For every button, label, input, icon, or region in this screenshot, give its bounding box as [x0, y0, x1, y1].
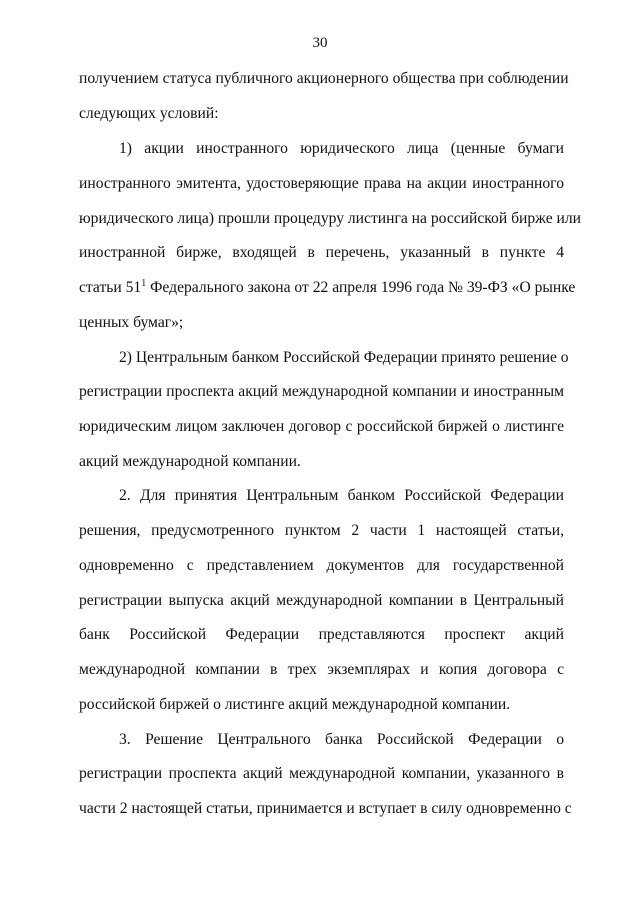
text-line: регистрации проспекта акций международной компании, указанного в: [79, 765, 564, 782]
text-line: юридического лица) прошли процедуру листинга на российской бирже или: [79, 210, 582, 227]
text-fragment: статьи 51: [79, 279, 142, 296]
text-line: банк Российской Федерации представляются проспект акций: [79, 626, 564, 643]
text-fragment: Федерального закона от 22 апреля 1996 года № 39-ФЗ «О рынке: [146, 279, 576, 296]
text-line: акций международной компании.: [79, 453, 301, 470]
text-line: получением статуса публичного акционерного общества при соблюдении: [79, 70, 569, 87]
text-line: иностранного эмитента, удостоверяющие права на акции иностранного: [79, 175, 564, 192]
text-line: [79, 278, 576, 297]
text-line: части 2 настоящей статьи, принимается и вступает в силу одновременно с: [79, 800, 572, 817]
text-line: 2. Для принятия Центральным банком Российской Федерации: [119, 487, 564, 504]
text-line: регистрации проспекта акций международной компании и иностранным: [79, 383, 564, 400]
text-line: решения, предусмотренного пунктом 2 части 1 настоящей статьи,: [79, 522, 564, 539]
text-line: юридическим лицом заключен договор с российской биржей о листинге: [79, 418, 564, 435]
superscript: 1: [141, 278, 147, 289]
text-line: регистрации выпуска акций международной компании в Центральный: [79, 592, 564, 609]
text-line: 2) Центральным банком Российской Федерации принято решение о: [119, 349, 569, 366]
text-line: одновременно с представлением документов для государственной: [79, 557, 564, 574]
text-line: ценных бумаг»;: [79, 314, 184, 331]
text-line: 1) акции иностранного юридического лица (ценные бумаги: [119, 140, 564, 157]
text-line: международной компании в трех экземплярах и копия договора с: [79, 661, 564, 678]
text-line: иностранной бирже, входящей в перечень, указанный в пункте 4: [79, 244, 564, 261]
text-line: 3. Решение Центрального банка Российской Федерации о: [119, 731, 564, 748]
text-line: российской биржей о листинге акций международной компании.: [79, 696, 511, 713]
text-line: следующих условий:: [79, 105, 219, 122]
page-number: 30: [312, 35, 328, 51]
